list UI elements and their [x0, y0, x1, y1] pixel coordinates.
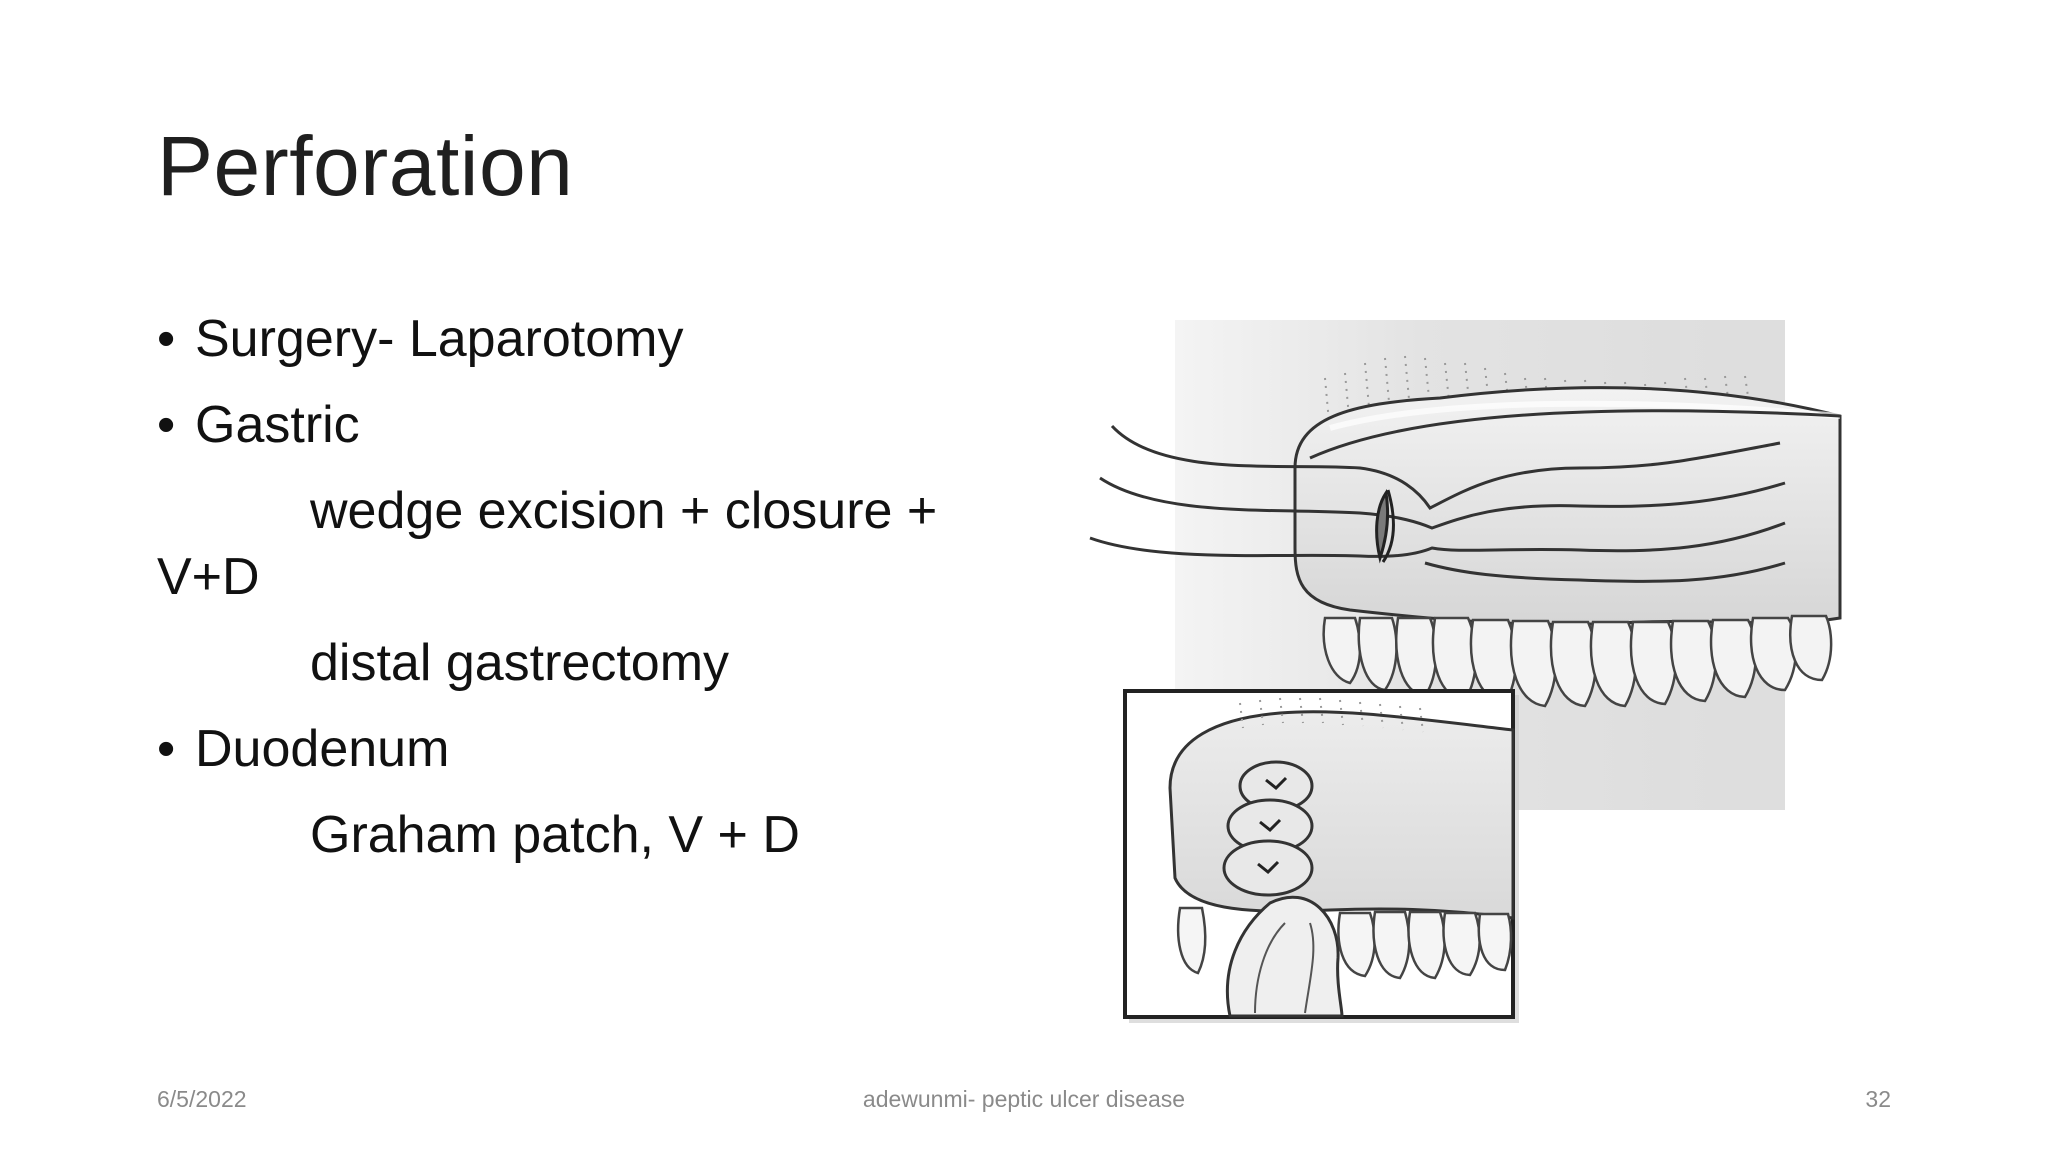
footer-page-number: 32	[1865, 1086, 1891, 1112]
slide-title: Perforation	[157, 119, 574, 213]
sub-item-text-line2: V+D	[157, 548, 260, 606]
bullet-text: Duodenum	[195, 720, 450, 778]
inset-graham-patch	[1125, 691, 1513, 1017]
footer-title: adewunmi- peptic ulcer disease	[862, 1086, 1186, 1112]
inset-stomach	[1170, 712, 1513, 918]
bullet-marker: •	[157, 720, 176, 778]
footer-date: 6/5/2022	[157, 1086, 247, 1112]
surgical-illustration	[1080, 318, 1880, 1030]
sub-item-graham-patch: Graham patch, V + D	[310, 806, 800, 864]
sub-item-text-line1: wedge excision + closure +	[310, 482, 938, 540]
sub-item-distal-gastrectomy: distal gastrectomy	[310, 634, 730, 692]
bullet-marker: •	[157, 310, 176, 368]
bullet-marker: •	[157, 396, 176, 454]
sub-item-wedge-excision	[157, 478, 1017, 610]
bullet-text: Gastric	[195, 396, 360, 454]
bullet-text: Surgery- Laparotomy	[195, 310, 684, 368]
bullet-surgery	[157, 306, 1017, 372]
slide-body	[157, 306, 1017, 888]
bullet-duodenum	[157, 716, 1017, 782]
bullet-gastric	[157, 392, 1017, 458]
